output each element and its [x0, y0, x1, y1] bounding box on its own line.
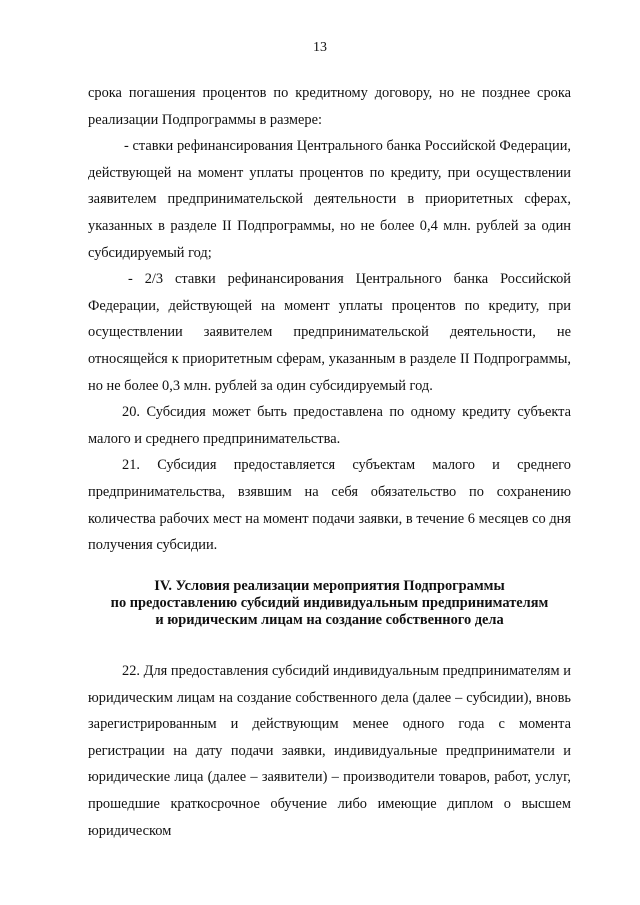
- document-body: [88, 80, 571, 559]
- page-number: 13: [313, 40, 327, 55]
- section-iv-body: [88, 658, 571, 844]
- section-iv-title: [88, 578, 571, 629]
- paragraph-rate-priority: - ставки рефинансирования Центрального банка Российской Федерации, действующей на момент уплаты процентов по кредиту, при осуществлении заявителем предпринимательской деятельности в приоритетных сферах, указанных в разделе II Подпрограммы, но не более 0,4 млн. рублей за один субсидируемый год;: [88, 138, 571, 261]
- section-title-line-1: IV. Условия реализации мероприятия Подпрограммы: [154, 578, 505, 594]
- section-title-line-3: и юридическим лицам на создание собственного дела: [155, 612, 504, 628]
- paragraph-20: 20. Субсидия может быть предоставлена по одному кредиту субъекта малого и среднего предпринимательства.: [88, 404, 571, 447]
- paragraph-21: 21. Субсидия предоставляется субъектам малого и среднего предпринимательства, взявшим на себя обязательство по сохранению количества рабочих мест на момент подачи заявки, в течение 6 месяцев со дня получения субсидии.: [88, 457, 571, 554]
- paragraph-22: 22. Для предоставления субсидий индивидуальным предпринимателям и юридическим лицам на создание собственного дела (далее – субсидии), вновь зарегистрированным и действующим менее одного года с момента регистрации на дату подачи заявки, индивидуальные предприниматели и юридические лица (далее – заявители) – производители товаров, работ, услуг, прошедшие краткосрочное обучение либо имеющие диплом о высшем юридическом: [88, 663, 571, 839]
- section-title-line-2: по предоставлению субсидий индивидуальным предпринимателям: [110, 595, 549, 611]
- paragraph-continuation: срока погашения процентов по кредитному договору, но не позднее срока реализации Подпрограммы в размере:: [88, 85, 571, 128]
- paragraph-rate-non-priority: - 2/3 ставки рефинансирования Центрального банка Российской Федерации, действующей на момент уплаты процентов по кредиту, при осуществлении заявителем предпринимательской деятельности, не относящейся к приоритетным сферам, указанным в разделе II Подпрограммы, но не более 0,3 млн. рублей за один субсидируемый год.: [88, 271, 571, 394]
